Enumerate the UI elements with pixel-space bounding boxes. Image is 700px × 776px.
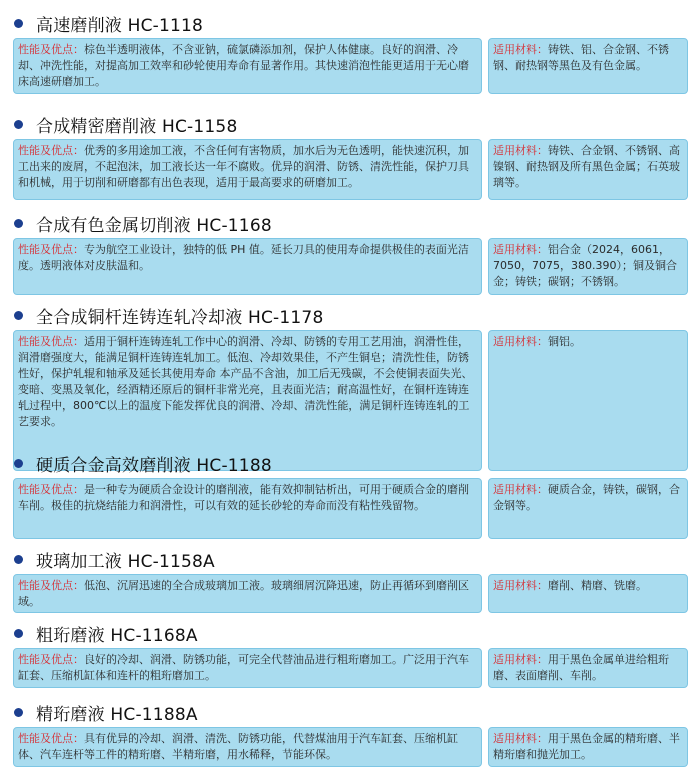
product-section <box>0 448 700 539</box>
materials-label: 适用材料： <box>493 732 548 745</box>
materials-box <box>488 574 688 613</box>
bullet-icon <box>14 629 23 638</box>
features-box <box>13 648 482 688</box>
features-box <box>13 478 482 539</box>
product-section <box>0 300 700 471</box>
product-header <box>0 697 700 727</box>
materials-box <box>488 727 688 767</box>
materials-text: 用于黑色金属单进给粗珩磨、表面磨削、车削。 <box>493 653 669 682</box>
product-info <box>0 238 700 295</box>
product-header <box>0 618 700 648</box>
materials-text: 铸铁、铝、合金钢、不锈钢、耐热钢等黑色及有色金属。 <box>493 43 669 72</box>
product-header <box>0 544 700 574</box>
materials-label: 适用材料： <box>493 335 548 348</box>
features-label: 性能及优点： <box>18 43 84 56</box>
features-label: 性能及优点： <box>18 732 84 745</box>
product-title: 粗珩磨液 HC-1168A <box>36 625 198 646</box>
features-text: 优秀的多用途加工液，不含任何有害物质，加水后为无色透明，能快速沉积，加工出来的废屑，不起泡沫，加工液长达一年不腐败。优异的润滑、防锈、清洗性能，保护刀具和机械，用于切削和研磨都有出色表现，适用于最高要求的研磨加工。 <box>18 144 469 189</box>
product-header <box>0 109 700 139</box>
materials-box <box>488 648 688 688</box>
bullet-icon <box>14 555 23 564</box>
product-section <box>0 544 700 613</box>
materials-box <box>488 38 688 94</box>
features-text: 低泡、沉屑迅速的全合成玻璃加工液。玻璃细屑沉降迅速，防止再循环到磨削区域。 <box>18 579 469 608</box>
bullet-icon <box>14 219 23 228</box>
product-header <box>0 300 700 330</box>
product-info <box>0 727 700 767</box>
materials-text: 铝合金（2024，6061，7050，7075，380.390）；铜及铜合金；铸铁；碳钢；不锈钢。 <box>493 243 677 288</box>
product-title: 玻璃加工液 HC-1158A <box>36 551 215 572</box>
features-text: 良好的冷却、润滑、防锈功能，可完全代替油品进行粗珩磨加工。广泛用于汽车缸套、压缩机缸体和连杆的粗珩磨加工。 <box>18 653 469 682</box>
bullet-icon <box>14 120 23 129</box>
product-section <box>0 208 700 295</box>
materials-label: 适用材料： <box>493 43 548 56</box>
materials-label: 适用材料： <box>493 243 548 256</box>
features-text: 棕色半透明液体，不含亚钠，硫氯磷添加剂，保护人体健康。良好的润滑、冷却、冲洗性能，对提高加工效率和砂轮使用寿命有显著作用。其快速消泡性能更适用于无心磨床高速研磨加工。 <box>18 43 469 88</box>
features-label: 性能及优点： <box>18 335 84 348</box>
materials-text: 用于黑色金属的精珩磨、半精珩磨和抛光加工。 <box>493 732 680 761</box>
bullet-icon <box>14 459 23 468</box>
materials-box <box>488 478 688 539</box>
materials-label: 适用材料： <box>493 579 548 592</box>
features-box <box>13 727 482 767</box>
features-box <box>13 574 482 613</box>
features-box <box>13 38 482 94</box>
product-header <box>0 208 700 238</box>
product-section <box>0 697 700 767</box>
product-title: 全合成铜杆连铸连轧冷却液 HC-1178 <box>36 307 324 328</box>
product-title: 合成精密磨削液 HC-1158 <box>36 116 238 137</box>
materials-box <box>488 238 688 295</box>
product-title: 合成有色金属切削液 HC-1168 <box>36 215 272 236</box>
materials-text: 铜铝。 <box>548 335 581 348</box>
features-box <box>13 238 482 295</box>
features-text: 适用于铜杆连铸连轧工作中心的润滑、冷却、防锈的专用工艺用油，润滑性佳，润滑磨强度大，能满足铜杆连铸连轧加工。低泡、冷却效果佳，不产生铜皂；清洗性佳，防锈性好，保护轧辊和轴承及延长其使用寿命 本产品不含油，加工后无残碳，不会使铜表面失光、变暗、变黑及氧化，经酒精还原后的铜杆非常光亮，且表面光洁；耐高温性好，在铜杆连铸连轧过程中，800℃以上的温度下能发挥优良的润滑、冷却、清洗性能，满足铜杆连铸连轧的工艺要求。 <box>18 335 473 428</box>
features-label: 性能及优点： <box>18 144 84 157</box>
product-info <box>0 574 700 613</box>
features-label: 性能及优点： <box>18 579 84 592</box>
features-text: 具有优异的冷却、润滑、清洗、防锈功能，代替煤油用于汽车缸套、压缩机缸体、汽车连杆等工件的精珩磨、半精珩磨，用水稀释，节能环保。 <box>18 732 458 761</box>
product-info <box>0 478 700 539</box>
product-section <box>0 618 700 688</box>
materials-label: 适用材料： <box>493 653 548 666</box>
features-box <box>13 139 482 200</box>
materials-text: 磨削、精磨、铣磨。 <box>548 579 647 592</box>
materials-label: 适用材料： <box>493 483 548 496</box>
product-title: 硬质合金高效磨削液 HC-1188 <box>36 455 272 476</box>
bullet-icon <box>14 708 23 717</box>
features-label: 性能及优点： <box>18 243 84 256</box>
materials-text: 硬质合金，铸铁，碳钢，合金钢等。 <box>493 483 680 512</box>
product-header <box>0 8 700 38</box>
features-label: 性能及优点： <box>18 483 84 496</box>
product-title: 高速磨削液 HC-1118 <box>36 15 204 36</box>
materials-box <box>488 139 688 200</box>
product-info <box>0 38 700 94</box>
product-section <box>0 109 700 200</box>
bullet-icon <box>14 311 23 320</box>
materials-text: 铸铁、合金钢、不锈钢、高镍钢、耐热钢及所有黑色金属；石英玻璃等。 <box>493 144 680 189</box>
product-info <box>0 139 700 200</box>
product-info <box>0 648 700 688</box>
bullet-icon <box>14 19 23 28</box>
features-text: 是一种专为硬质合金设计的磨削液，能有效抑制钴析出，可用于硬质合金的磨削车削。极佳的抗烧结能力和润滑性，可以有效的延长砂轮的寿命而没有粘性残留物。 <box>18 483 469 512</box>
features-text: 专为航空工业设计，独特的低 PH 值。延长刀具的使用寿命提供极佳的表面光洁度。透明液体对皮肤温和。 <box>18 243 469 272</box>
product-header <box>0 448 700 478</box>
features-label: 性能及优点： <box>18 653 84 666</box>
product-title: 精珩磨液 HC-1188A <box>36 704 198 725</box>
product-section <box>0 8 700 94</box>
materials-label: 适用材料： <box>493 144 548 157</box>
